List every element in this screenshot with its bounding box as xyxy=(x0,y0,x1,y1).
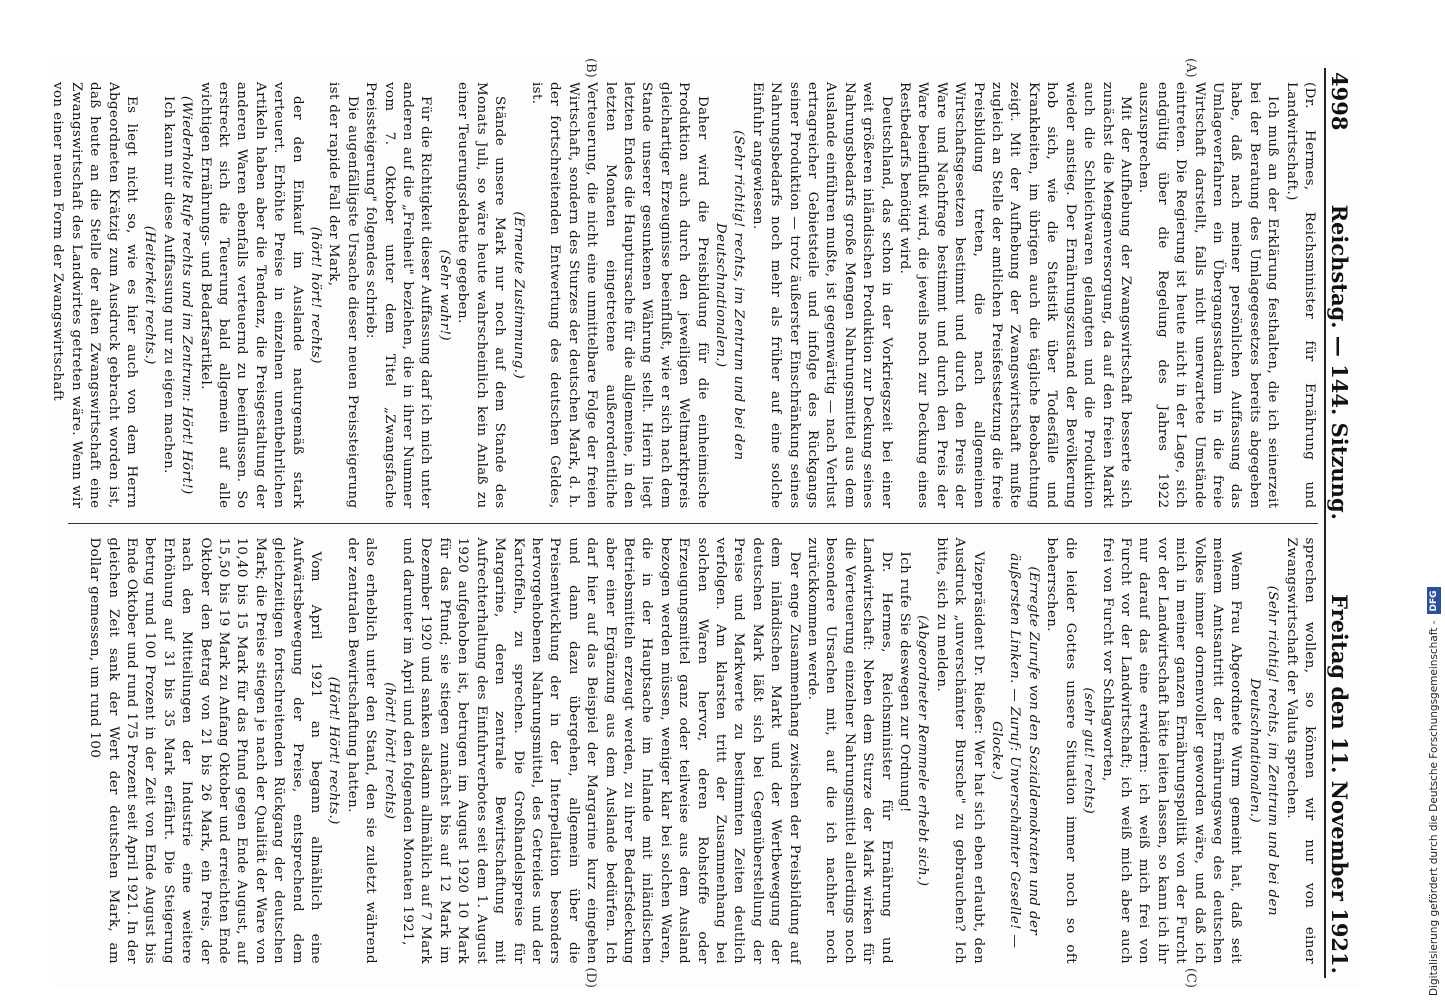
paragraph: Wenn Frau Abgeordnete Wurm gemeint hat, daß seit meinem Amtsantritt der Ernährungsweg des deutschen Volkes immer dornenvoller geworden wäre, und daß ich mich in meiner ganzen Ernährungspolitik von der Furcht vor der Landwirtschaft hätte leiten lassen, so kann ich ihr nur darauf das eine erwidern: ich weiß mich frei von Furcht vor der Landwirtschaft; ich weiß mich aber auch frei von Furcht vor Schlagworten, xyxy=(1099,537,1244,964)
paragraph: Der enge Zusammenhang zwischen der Preisbildung auf dem inländischen Markt und der Wertbewegung der deutschen Mark läßt sich bei Gegenüberstellung der Preise und Markwerte zu bestimmten Zeiten deutlich verfolgen. Am klarsten tritt der Zusammenhang bei solchen Waren hervor, deren Rohstoffe oder Erzeugungsmittel ganz oder teilweise aus dem Ausland bezogen werden müssen, weniger klar bei solchen Waren, die in der Hauptsache im Inlande mit inländischen Betriebsmitteln erzeugt werden, zu ihrer Bedarfsdeckung aber einer Ergänzung aus dem Auslande bedürfen. Ich darf hier auf das Beispiel der Margarine kurz eingehen und dann dazu übergehen, allgemein über die Preisentwicklung der in der Interpellation besonders hervorgehobenen Nahrungsmittel, des Getreides und der Kartoffeln, zu sprechen. Die Großhandelspreise für Margarine, deren zentrale Bewirtschaftung mit Aufrechterhaltung des Einfuhrverbotes seit dem 1. August 1920 aufgehoben ist, betrugen im August 1920 10 Mark für das Pfund; sie stiegen zunächst bis auf 12 Mark im Dezember 1920 und sanken alsdann allmählich auf 7 Mark und darunter im April und den folgenden Monaten 1921, xyxy=(400,537,802,964)
page-number: 4998 xyxy=(1327,72,1352,131)
paragraph: Dr. Hermes, Reichsminister für Ernährung und Landwirtschaft: Neben dem Sturze der Mark wirken für die Verteuerung einzelner Nahrungsmittel allerdings noch besondere Ursachen mit, auf die ich nachher noch zurückkommen werde. xyxy=(805,537,894,964)
newspaper-page xyxy=(50,58,1360,988)
paragraph: Mit der Aufhebung der Zwangswirtschaft besserte sich zunächst die Mengenversorgung, da auf den freien Markt auch die Schleichwaren gelangten und die Produktion wieder anstieg. Der Ernährungszustand der Bevölkerung hob sich, wie die Statistik über Todesfälle und Krankheiten, im übrigen auch die tägliche Beobachtung zeigt. Mit der Aufhebung der Zwangswirtschaft mußte zugleich an Stelle der amtlichen Preisfestsetzung die freie Preisbildung treten, die nach allgemeinen Wirtschaftsgesetzen bestimmt und durch den Preis der Ware und Nachfrage bestimmt und durch den Preis der Ware beeinflußt wird, die jeweils noch zur Deckung eines Restbedarfs benötigt wird. xyxy=(897,82,1133,509)
page-header xyxy=(1324,68,1354,978)
paragraph: Es liegt nicht so, wie es hier auch von dem Herrn Abgeordneten Krätzig zum Ausdruck gebracht worden ist, daß heute an die Stelle der alten Zwangswirtschaft eine Zwangswirtschaft des Landwirtes getreten wäre. Wenn wir von einer neuen Form der Zwangswirtschaft xyxy=(50,82,139,509)
digitization-note-text: Digitalisierung gefördert durch die Deutsche Forschungsgemeinschaft - xyxy=(1428,620,1440,996)
right-column xyxy=(68,524,1318,979)
paragraph: Vizepräsident Dr. Rießer: Wer hat sich eben erlaubt, den Ausdruck „unverschämter Bursche" zu gebrauchen? Ich bitte, sich zu melden. xyxy=(933,537,986,964)
header-left-title: Reichstag. — 144. Sitzung. xyxy=(1327,204,1352,520)
interjection: (Sehr richtig! rechts, im Zentrum und bei den Deutschnationalen.) xyxy=(713,130,747,461)
interjection: (hört! hört! rechts) xyxy=(308,226,324,364)
paragraph: Ich rufe Sie deswegen zur Ordnung! xyxy=(897,551,913,813)
digitization-note xyxy=(1406,6,1440,996)
margin-label-c: (C) xyxy=(1183,967,1198,988)
interjection: (Erneute Zustimmung.) xyxy=(510,211,526,380)
interjection: (hört! hört! rechts) xyxy=(381,682,397,820)
paragraph: sprechen wollen, so können wir nur von einer Zwangswirtschaft der Valuta sprechen. xyxy=(1283,537,1317,964)
interjection: (Wiederholte Rufe rechts und im Zentrum: Hört! Hört!) xyxy=(179,95,195,495)
paragraph: Deutschland, das schon in der Vorkriegszeit bei einer weit größeren inländischen Produktion zur Deckung seines Nahrungsbedarfs große Mengen Nahrungsmittel aus dem Auslande einführen mußte, ist gegenwärtig — nach Verlust ertragreicher Gebietsteile und infolge des Rückgangs seiner Produktion — trotz äußerster Einschränkung seines Nahrungsbedarfs noch mehr als früher auf eine solche Einfuhr angewiesen. xyxy=(749,82,894,509)
margin-label-b: (B) xyxy=(583,58,598,78)
interjection: (sehr gut! rechts) xyxy=(1081,687,1097,815)
paragraph: also erheblich unter den Stand, den sie zuletzt während der zentralen Bewirtschaftung hatten. xyxy=(344,537,379,964)
speaker-line: (Dr. Hermes, Reichsminister für Ernährung und Landwirtschaft.) xyxy=(1283,82,1317,509)
margin-label-a: (A) xyxy=(1183,58,1198,78)
paragraph: Stände unsere Mark nur noch auf dem Stande des Monats Juli, so wäre heute wahrscheinlich kein Anlaß zu einer Teuerungsdebatte gegeben. xyxy=(455,82,508,509)
paragraph: Vom April 1921 an begann allmählich eine Aufwärtsbewegung der Preise, entsprechend dem gleichzeitigen fortschreitenden Rückgang der deutschen Mark; die Preise stiegen je nach der Qualität der Ware von 10,40 bis 15 Mark für das Pfund gegen Ende August, auf 15,50 bis 19 Mark zu Anfang Oktober und erreichten Ende Oktober den Betrag von 21 bis 26 Mark, ein Preis, der nach den Mitteilungen der Industrie eine weitere Erhöhung auf 31 bis 35 Mark erfährt. Die Steigerung betrug rund 100 Prozent in der Zeit von Ende August bis Ende Oktober und rund 175 Prozent seit April 1921. In der gleichen Zeit sank der Wert der deutschen Mark, am Dollar gemessen, um rund 100 xyxy=(87,537,324,964)
left-column xyxy=(50,68,1318,523)
paragraph: Für die Richtigkeit dieser Auffassung darf ich mich unter anderen auf die „Freiheit" beziehen, die in ihrer Nummer vom 7. Oktober unter dem Titel „Zwangsfache Preissteigerung" folgendes schrieb: xyxy=(363,82,434,509)
interjection: (Abgeordneter Remmele erhebt sich.) xyxy=(915,615,931,887)
interjection: (Heiterkeit rechts.) xyxy=(142,225,158,365)
text-columns xyxy=(50,58,1318,988)
quotation: der den Einkauf im Auslande naturgemäß stark verteuert. Erhöhte Preise in einzelnen unentbehrlichen Artikeln haben aber die Tendenz, die Preisgestaltung der anderen Waren ebenfalls verteuernd zu beeinflussen. So erstreckt sich die Teuerung bald allgemein auf alle wichtigen Ernährungs- und Bedarfsartikel. xyxy=(197,82,305,509)
paragraph: Daher wird die Preisbildung für die einheimische Produktion auch durch den jeweiligen Weltmarktpreis gleichartiger Erzeugnisse beeinflußt, wie er sich nach dem Stande unserer gesunkenen Währung stellt. Hierin liegt letzten Endes die Hauptursache für die allgemeine, in den letzten Monaten eingetretene außerordentliche Verteuerung, die nicht eine unmittelbare Folge der freien Wirtschaft, sondern des Sturzes der deutschen Mark, d. h. der fortschreitenden Entwertung des deutschen Geldes, ist. xyxy=(528,82,710,509)
interjection: (Sehr richtig! rechts, im Zentrum und bei den Deutschnationalen.) xyxy=(1246,585,1281,916)
margin-label-d: (D) xyxy=(583,967,598,988)
quotation: Die augenfälligste Ursache dieser neuen Preissteigerung ist der rapide Fall der Mark, xyxy=(326,82,360,509)
header-right-title: Freitag den 11. November 1921. xyxy=(1327,594,1352,974)
dfg-logo: DFG xyxy=(1427,587,1441,614)
paragraph: Ich muß an der Erklärung festhalten, die ich seinerzeit bei der Beratung des Umlagegesetzes bereits abgegeben habe, daß nach meiner persönlichen Auffassung das Umlageverfahren ein Übergangsstadium in die freie Wirtschaft darstellt, falls nicht unerwartete Umstände eintreten. Die Regierung ist heute nicht in der Lage, sich endgültig über die Regelung des Jahres 1922 auszusprechen. xyxy=(1136,82,1281,509)
interjection: (Hört! Hört! rechts.) xyxy=(326,676,342,825)
paragraph: die leider Gottes unsere Situation immer noch so oft beherrschen. xyxy=(1044,537,1078,964)
paragraph: Ich kann mir diese Auffassung nur zu eigen machen. xyxy=(160,96,176,474)
interjection: (Erregte Zurufe von den Sozialdemokraten und der äußersten Linken. — Zuruf: Unverschämter Geselle! — Glocke.) xyxy=(989,553,1041,949)
interjection: (Sehr wahr!) xyxy=(436,249,452,341)
